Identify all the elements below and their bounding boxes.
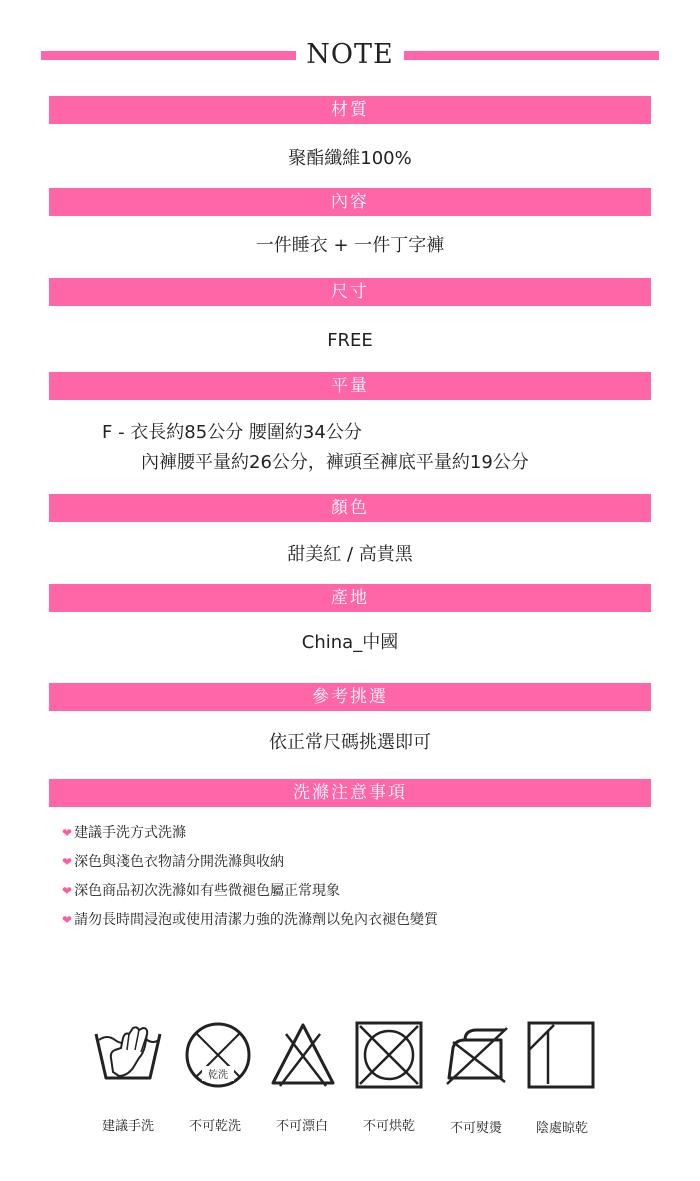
no-bleach-icon	[268, 1020, 338, 1090]
heart-icon: ❤	[62, 855, 73, 869]
heart-icon: ❤	[62, 826, 73, 840]
reference-value: 依正常尺碼挑選即可	[269, 732, 431, 753]
symbol-label-hand-wash: 建議手洗	[101, 1119, 154, 1134]
note-title: NOTE	[306, 39, 394, 70]
symbol-label-no-tumble-dry: 不可烘乾	[362, 1119, 415, 1134]
symbol-label-shade-dry: 陰處晾乾	[535, 1121, 588, 1136]
care-item-text: 建議手洗方式洗滌	[74, 825, 187, 841]
no-iron-icon	[443, 1020, 513, 1090]
color-value: 甜美紅 / 高貴黑	[287, 544, 413, 565]
contents-value: 一件睡衣 + 一件丁字褲	[255, 235, 445, 256]
shade-dry-icon	[526, 1020, 596, 1090]
care-item	[62, 852, 284, 872]
size-value: FREE	[327, 330, 373, 351]
measure-line-1: F - 衣長約85公分 腰圍約34公分	[102, 422, 362, 443]
note-line-right	[404, 51, 659, 60]
contents-header: 內容	[49, 188, 651, 216]
no-dry-clean-icon	[183, 1020, 253, 1090]
symbol-label-no-dry-clean: 不可乾洗	[188, 1119, 241, 1134]
care-item	[62, 881, 340, 901]
origin-header: 產地	[49, 584, 651, 612]
material-header: 材質	[49, 96, 651, 124]
symbol-label-no-iron: 不可熨燙	[449, 1121, 502, 1136]
dry-clean-label: 乾洗	[208, 1070, 228, 1081]
heart-icon: ❤	[62, 913, 73, 927]
care-item	[62, 910, 438, 930]
material-value: 聚酯纖維100%	[288, 148, 412, 169]
color-header: 顏色	[49, 494, 651, 522]
symbol-label-no-bleach: 不可漂白	[275, 1119, 328, 1134]
measure-line-2: 內褲腰平量約26公分，褲頭至褲底平量約19公分	[141, 452, 529, 473]
care-item-text: 深色與淺色衣物請分開洗滌與收納	[74, 854, 285, 870]
reference-header: 參考挑選	[49, 683, 651, 711]
note-line-left	[41, 51, 296, 60]
no-tumble-dry-icon	[354, 1020, 424, 1090]
care-item-text: 深色商品初次洗滌如有些微褪色屬正常現象	[74, 883, 341, 899]
origin-value: China_中國	[301, 632, 399, 653]
measure-header: 平量	[49, 372, 651, 400]
hand-wash-icon	[93, 1020, 163, 1090]
care-item	[62, 823, 186, 843]
size-header: 尺寸	[49, 278, 651, 306]
heart-icon: ❤	[62, 884, 73, 898]
care-item-text: 請勿長時間浸泡或使用清潔力強的洗滌劑以免內衣褪色變質	[74, 912, 439, 928]
care-header: 洗滌注意事項	[49, 779, 651, 807]
